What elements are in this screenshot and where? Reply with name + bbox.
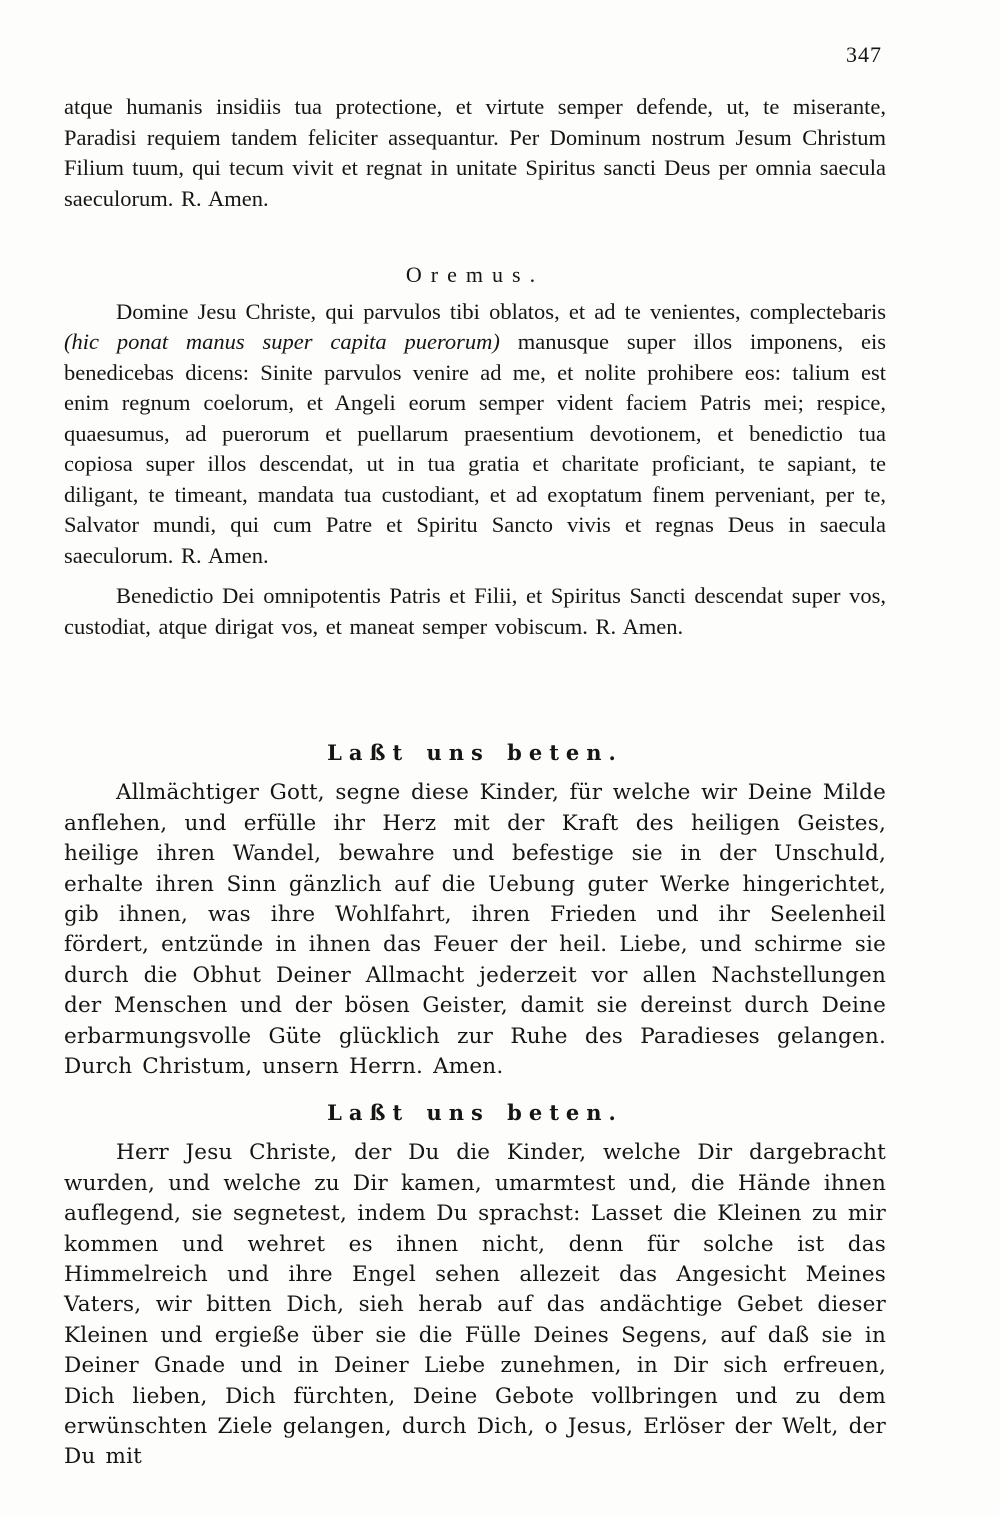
continuation-paragraph: atque humanis insidiis tua protectione, et virtute semper defende, ut, te miserante, Paradisi requiem tandem feliciter assequantur. Per Dominum nostrum Jesum Christum Filium tuum, qui tecum vivit et regnat in unitate Spiritus sancti Deus per omnia saecula saeculorum. R. Amen. (64, 94, 886, 211)
prayer-text-before-rubric: Domine Jesu Christe, qui parvulos tibi oblatos, et ad te venientes, complectebaris (116, 298, 886, 324)
rubric-instruction: (hic ponat manus super capita puerorum) (64, 329, 500, 354)
page-number: 347 (846, 42, 882, 67)
prayer-text-after-rubric: manusque super illos imponens, eis benedicebas dicens: Sinite parvulos venire ad me, et nolite prohibere eos: talium est enim regnum coelorum, et Angeli eorum semper vident faciem Patris mei; respice, quaesumus, ad puerorum et puellarum praesentium devotionem, et benedictio tua copiosa super illos descendat, ut in tua gratia et charitate proficiant, te sapiant, te diligant, te timeant, mandata tua custodiant, et ad exoptatum finem perveniant, per te, Salvator mundi, qui cum Patre et Spiritu Sancto vivis et regnas Deus in saecula saeculorum. R. Amen. (64, 329, 886, 568)
german-prayer-paragraph-2: Herr Jesu Christe, der Du die Kinder, welche Dir dargebracht wurden, und welche zu Dir kamen, umarmtest und, die Hände ihnen auflegend, sie segnetest, indem Du sprachst: Lasset die Kleinen zu mir kommen und wehret es ihnen nicht, denn für solche ist das Himmelreich und ihre Engel sehen allezeit das Angesicht Meines Vaters, wir bitten Dich, sieh herab auf das andächtige Gebet dieser Kleinen und ergieße über sie die Fülle Deines Segens, auf daß sie in Deiner Gnade und in Deiner Liebe zunehmen, in Dir sich erfreuen, Dich lieben, Dich fürchten, Deine Gebote vollbringen und zu dem erwünschten Ziele gelangen, durch Dich, o Jesus, Erlöser der Welt, der Du mit (64, 1140, 886, 1470)
german-heading-2: Laßt uns beten. (327, 1100, 623, 1125)
oremus-heading: Oremus. (405, 262, 545, 287)
german-prayer-section-2 (64, 1098, 886, 1473)
benediction-paragraph: Benedictio Dei omnipotentis Patris et Filii, et Spiritus Sancti descendat super vos, custodiat, atque dirigat vos, et maneat semper vobiscum. R. Amen. (64, 583, 886, 639)
german-prayer-section-1 (64, 738, 886, 1082)
german-prayer-paragraph-1: Allmächtiger Gott, segne diese Kinder, für welche wir Deine Milde anflehen, und erfülle ihr Herz mit der Kraft des heiligen Geistes, heilige ihren Wandel, bewahre und befestige sie in der Unschuld, erhalte ihren Sinn gänzlich auf die Uebung guter Werke hingerichtet, gib ihnen, was ihre Wohlfahrt, ihren Frieden und ihr Seelenheil fördert, entzünde in ihnen das Feuer der heil. Liebe, und schirme sie durch die Obhut Deiner Allmacht jederzeit vor allen Nachstellungen der Menschen und der bösen Geister, damit sie dereinst durch Deine erbarmungsvolle Güte glücklich zur Ruhe des Paradieses gelangen. Durch Christum, unsern Herrn. Amen. (64, 780, 886, 1080)
latin-continuation-block (64, 92, 886, 214)
german-heading-1: Laßt uns beten. (327, 740, 623, 765)
oremus-prayer-paragraph (64, 297, 886, 572)
oremus-section (64, 260, 886, 642)
